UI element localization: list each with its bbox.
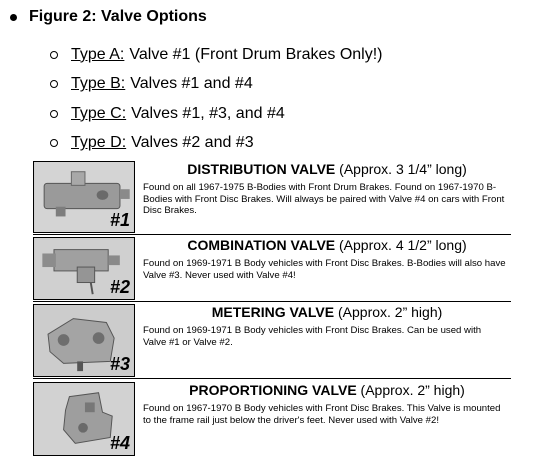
valve-name: DISTRIBUTION VALVE [187, 161, 336, 177]
valve-name: PROPORTIONING VALVE [189, 382, 357, 398]
valve-name: METERING VALVE [211, 304, 335, 320]
valve-entry-1 [33, 161, 511, 233]
option-text: Valves #1, #3, and #4 [131, 104, 285, 122]
option-label: Type C: [71, 104, 127, 122]
valve-photo-3 [33, 304, 135, 377]
circle-bullet-icon [50, 110, 58, 118]
valve-name: COMBINATION VALVE [187, 237, 336, 253]
valve-heading [143, 304, 511, 321]
option-text: Valve #1 (Front Drum Brakes Only!) [129, 45, 383, 63]
option-type-b [50, 70, 382, 100]
valve-description: Found on all 1967-1975 B-Bodies with Front Drum Brakes. Found on 1967-1970 B-Bodies with Front Disc Brakes. Will always be paired with Valve #4 on cars with Front Disc Brakes. [143, 182, 505, 216]
valve-text [143, 304, 511, 348]
valve-text [143, 161, 511, 217]
valve-size: (Approx. 2” high) [360, 382, 465, 398]
option-label: Type B: [71, 75, 126, 93]
valve-heading [143, 382, 511, 399]
valve-text [143, 237, 511, 281]
figure-title-text: Figure 2: Valve Options [29, 8, 207, 25]
valve-size: (Approx. 3 1/4” long) [339, 161, 467, 177]
option-text: Valves #2 and #3 [131, 134, 254, 152]
option-label: Type A: [71, 45, 125, 63]
bullet-icon [10, 14, 17, 21]
divider [33, 234, 511, 235]
valve-photo-2 [33, 237, 135, 300]
valve-description: Found on 1967-1970 B Body vehicles with Front Disc Brakes. This Valve is mounted to the frame rail just below the driver's feet. Never used with Valve #2! [143, 403, 501, 426]
option-type-d [50, 129, 382, 159]
valve-number: #3 [109, 354, 130, 374]
valve-description: Found on 1969-1971 B Body vehicles with Front Disc Brakes. Can be used with Valve #1 or Valve #2. [143, 325, 482, 348]
valve-photo-1 [33, 161, 135, 233]
option-label: Type D: [71, 134, 127, 152]
figure-title [10, 8, 207, 26]
circle-bullet-icon [50, 51, 58, 59]
valve-size: (Approx. 4 1/2” long) [339, 237, 467, 253]
valve-size: (Approx. 2” high) [338, 304, 443, 320]
divider [33, 378, 511, 379]
valve-heading [143, 237, 511, 254]
divider [33, 301, 511, 302]
valve-number: #4 [109, 433, 130, 453]
valve-options-list [50, 40, 382, 158]
valve-entry-3 [33, 304, 511, 377]
option-type-a [50, 40, 382, 70]
option-text: Valves #1 and #4 [130, 75, 253, 93]
valve-entry-2 [33, 237, 511, 300]
valve-number: #1 [109, 210, 130, 230]
valve-number: #2 [109, 277, 130, 297]
option-type-c [50, 99, 382, 129]
circle-bullet-icon [50, 80, 58, 88]
circle-bullet-icon [50, 139, 58, 147]
valve-entry-4 [33, 382, 511, 456]
valve-photo-4 [33, 382, 135, 456]
valve-text [143, 382, 511, 426]
valve-heading [143, 161, 511, 178]
valve-description: Found on 1969-1971 B Body vehicles with Front Disc Brakes. B-Bodies will also have Valve #3. Never used with Valve #4! [143, 258, 506, 281]
